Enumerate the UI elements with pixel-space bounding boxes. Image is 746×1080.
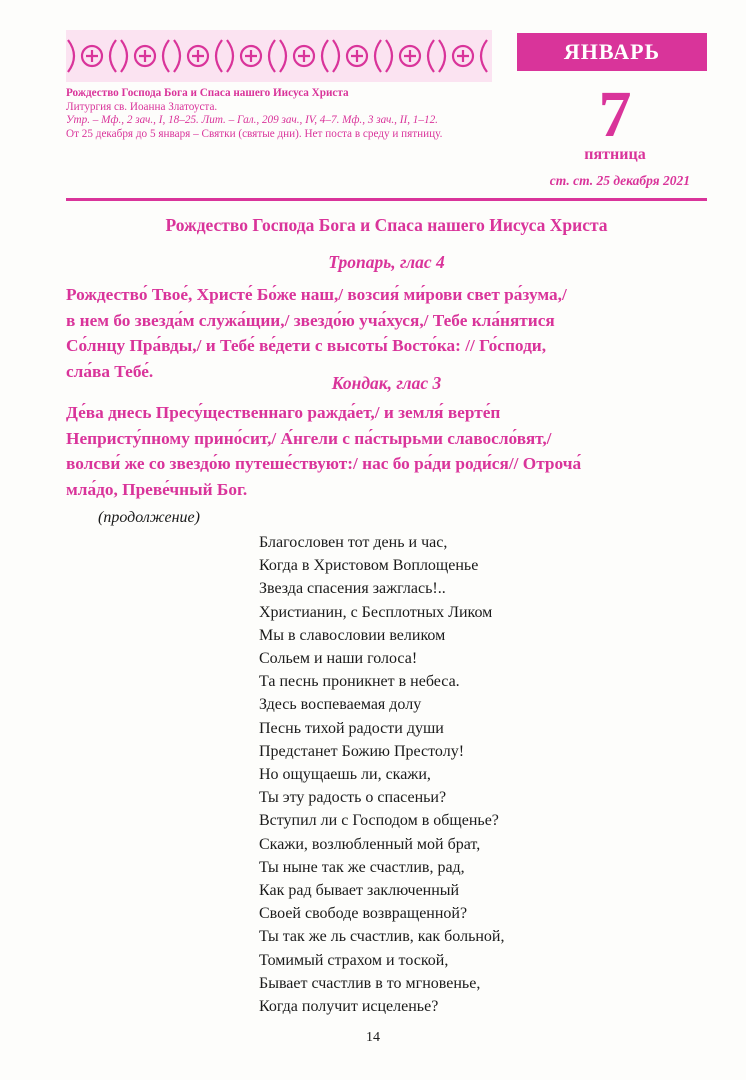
- poem-line: Песнь тихой радости души: [259, 719, 444, 737]
- poem-line: Благословен тот день и час,: [259, 534, 448, 551]
- kontakion-heading: Кондак, глас 3: [331, 373, 442, 393]
- poem-line: Томимый страхом и тоской,: [259, 951, 449, 969]
- troparion-text: [66, 282, 707, 384]
- feast-title: Рождество Господа Бога и Спаса нашего Иисуса Христа: [165, 215, 608, 235]
- continuation-label: (продолжение): [98, 509, 200, 526]
- poem-line: Скажи, возлюбленный мой брат,: [259, 835, 481, 853]
- poem-line: Сольем и наши голоса!: [259, 650, 418, 668]
- kontakion-line: волсви́ же со звездо́ю путеше́ствуют:/ нас бо ра́ди роди́ся// Отроча́: [66, 454, 582, 473]
- poem: [259, 531, 504, 1018]
- poem-line: Бывает счастлив в то мгновенье,: [259, 974, 481, 992]
- service-info: [66, 87, 496, 141]
- poem-line: Мы в славословии великом: [259, 626, 446, 644]
- poem-line: Та песнь проникнет в небеса.: [259, 673, 460, 691]
- poem-line: Предстанет Божию Престолу!: [259, 742, 465, 760]
- weekday: пятница: [584, 146, 646, 163]
- poem-line: Здесь воспеваемая долу: [259, 696, 422, 714]
- header-divider: [66, 198, 707, 201]
- poem-line: Ты так же ль счастлив, как больной,: [259, 928, 505, 946]
- troparion-heading: Тропарь, глас 4: [328, 252, 445, 272]
- poem-line: Когда в Христовом Воплощенье: [259, 557, 479, 575]
- kontakion-text: [66, 400, 707, 502]
- kontakion-line: Непристу́пному прино́сит,/ А́нгели с па́стырьми славосло́вят,/: [66, 428, 552, 448]
- poem-line: Вступил ли с Господом в общенье?: [259, 812, 499, 830]
- page-number: 14: [366, 1030, 380, 1045]
- troparion-line: Рождество́ Твое́, Христе́ Бо́же наш,/ возсия́ ми́рови свет ра́зума,/: [66, 285, 567, 304]
- day-number: 7: [598, 78, 632, 151]
- kontakion-line: Де́ва днесь Пресу́щественнаго ражда́ет,/ и земля́ верте́п: [66, 403, 501, 422]
- troparion-line: сла́ва Тебе́.: [66, 361, 154, 381]
- kontakion-line: мла́до, Преве́чный Бог.: [66, 479, 248, 499]
- poem-line: Но ощущаешь ли, скажи,: [259, 766, 431, 784]
- poem-line: Когда получит исцеленье?: [259, 998, 439, 1016]
- poem-line: Ты эту радость о спасеньи?: [259, 789, 447, 807]
- fasting-note: От 25 декабря до 5 января – Святки (святые дни). Нет поста в среду и пятницу.: [66, 127, 443, 140]
- month-label: ЯНВАРЬ: [517, 33, 707, 71]
- poem-line: Своей свободе возвращенной?: [259, 905, 468, 923]
- service-info-title: Рождество Господа Бога и Спаса нашего Иисуса Христа: [66, 87, 349, 99]
- troparion-line: в нем бо звезда́м служа́щии,/ звездо́ю уча́хуся,/ Тебе кла́нятися: [66, 310, 555, 330]
- poem-line: Ты ныне так же счастлив, рад,: [259, 858, 465, 876]
- poem-line: Христианин, с Бесплотных Ликом: [259, 603, 493, 621]
- floral-ornament-band: [66, 30, 492, 82]
- readings: Утр. – Мф., 2 зач., I, 18–25. Лит. – Гал., 209 зач., IV, 4–7. Мф., 3 зач., II, 1–12.: [66, 114, 438, 127]
- liturgy-note: Литургия св. Иоанна Златоуста.: [66, 100, 218, 113]
- troparion-line: Со́лнцу Пра́вды,/ и Тебе́ ве́дети с высоты́ Восто́ка: // Го́споди,: [66, 336, 547, 355]
- poem-line: Звезда спасения зажглась!..: [259, 580, 446, 598]
- old-style-date: ст. ст. 25 декабря 2021: [549, 173, 690, 188]
- poem-line: Как рад бывает заключенный: [259, 882, 460, 900]
